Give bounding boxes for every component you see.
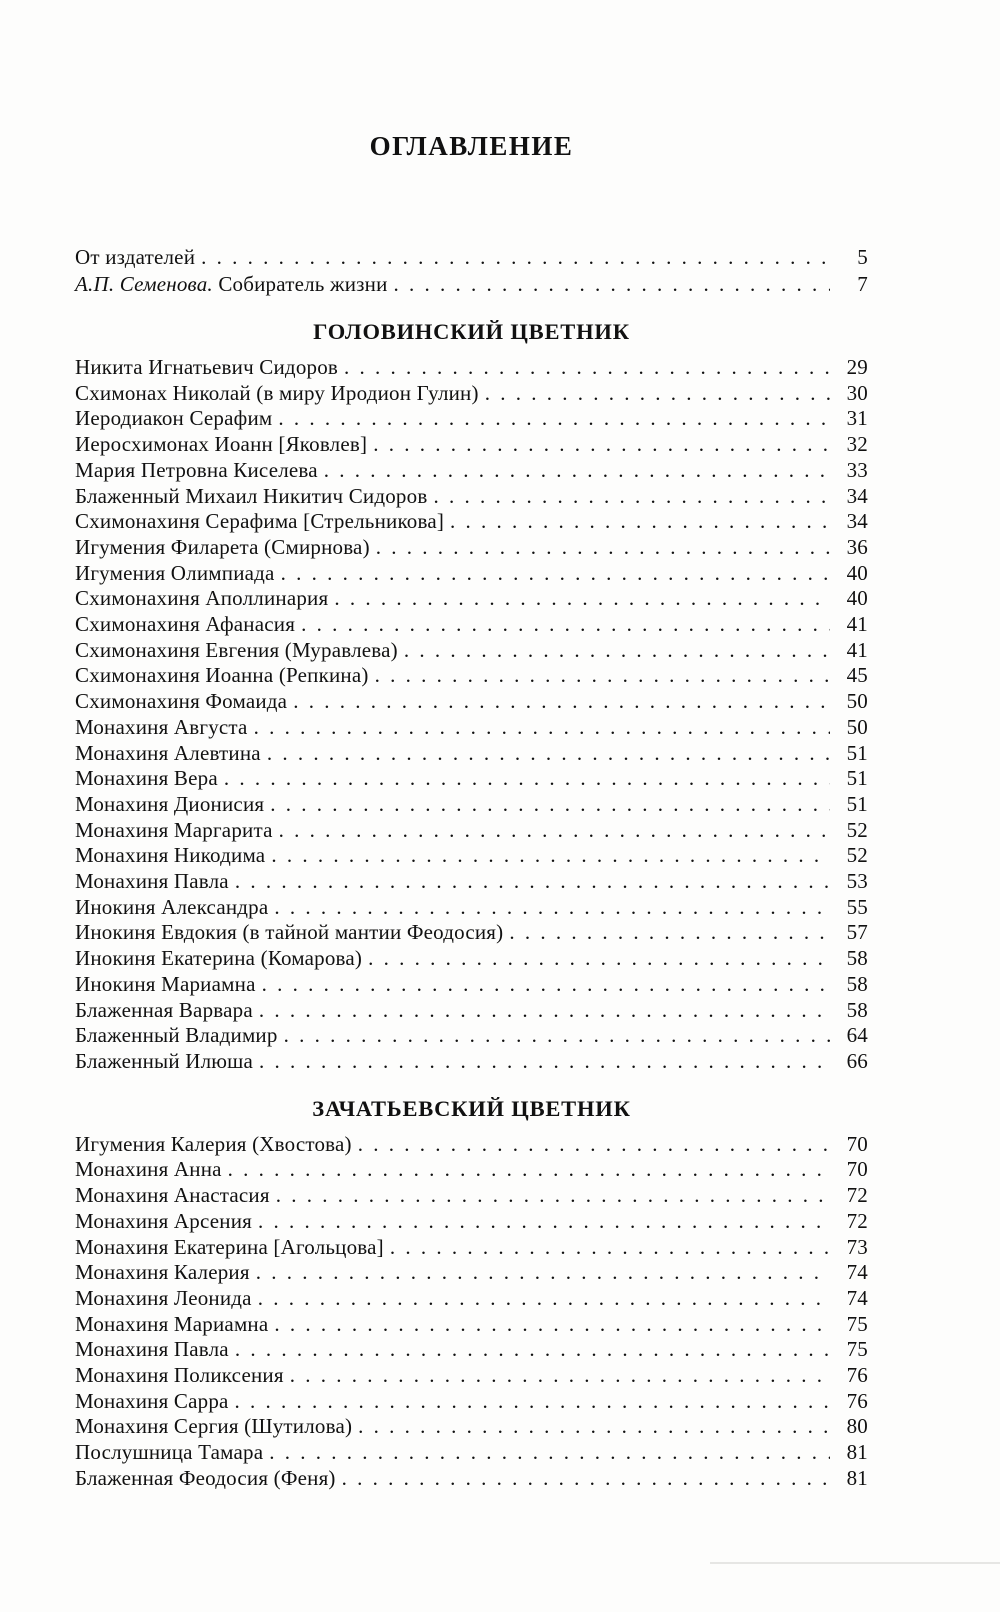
- toc-entry: [75, 406, 868, 432]
- page-number: 80: [846, 1414, 868, 1439]
- section-heading: ЗАЧАТЬЕВСКИЙ ЦВЕТНИК: [312, 1095, 631, 1121]
- page-number: 58: [846, 997, 868, 1022]
- page-number: 51: [846, 791, 868, 816]
- entry-title: Блаженная Варвара: [75, 997, 253, 1022]
- page-number: 36: [846, 534, 868, 559]
- dot-leader: [258, 1286, 830, 1312]
- toc-entry: [75, 271, 868, 298]
- entry-title: Монахиня Дионисия: [75, 791, 265, 816]
- dot-leader: [235, 869, 830, 895]
- toc-entry: [75, 869, 868, 895]
- dot-leader: [450, 509, 830, 535]
- page-number: 50: [846, 714, 868, 739]
- front-matter-entries: [75, 244, 868, 298]
- toc-entry: [75, 612, 868, 638]
- page-number: 53: [846, 869, 868, 894]
- toc-entry: [75, 638, 868, 664]
- dot-leader: [284, 1023, 830, 1049]
- dot-leader: [276, 1183, 830, 1209]
- toc-entry: [75, 1337, 868, 1363]
- entry-title: Монахиня Сарра: [75, 1388, 229, 1413]
- page-number: 58: [846, 971, 868, 996]
- page-number: 70: [846, 1131, 868, 1156]
- dot-leader: [390, 1235, 830, 1261]
- dot-leader: [290, 1363, 830, 1389]
- entry-title: Монахиня Августа: [75, 714, 248, 739]
- entry-title: Схимонахиня Афанасия: [75, 612, 296, 637]
- toc-entry: [75, 895, 868, 921]
- dot-leader: [404, 638, 830, 664]
- toc-entry: [75, 1466, 868, 1492]
- toc-entry: [75, 1286, 868, 1312]
- dot-leader: [485, 381, 830, 407]
- entry-title: Схимонахиня Евгения (Муравлева): [75, 637, 398, 662]
- entry-title: От издателей: [75, 245, 196, 269]
- page-number: 55: [846, 894, 868, 919]
- dot-leader: [433, 484, 830, 510]
- page-number: 31: [846, 406, 868, 431]
- entry-title: Схимонах Николай (в миру Иродион Гулин): [75, 380, 479, 405]
- page-number: 52: [846, 843, 868, 868]
- page-number: 34: [846, 483, 868, 508]
- dot-leader: [267, 741, 830, 767]
- page-number: 75: [846, 1311, 868, 1336]
- page-number: 52: [846, 817, 868, 842]
- dot-leader: [228, 1157, 830, 1183]
- page-number: 64: [846, 1023, 868, 1048]
- dot-leader: [201, 244, 830, 271]
- entry-title: Схимонахиня Фомаида: [75, 689, 288, 714]
- entry-title: Инокиня Евдокия (в тайной мантии Феодосия): [75, 920, 504, 945]
- entry-title: Монахиня Екатерина [Агольцова]: [75, 1234, 384, 1259]
- page-number: 72: [846, 1208, 868, 1233]
- page-number: 30: [846, 380, 868, 405]
- entry-title: Инокиня Мариамна: [75, 971, 256, 996]
- toc-entry: [75, 689, 868, 715]
- entry-title: Монахиня Арсения: [75, 1208, 252, 1233]
- page-number: 40: [846, 586, 868, 611]
- toc-entry: [75, 741, 868, 767]
- page-number: 7: [857, 272, 868, 296]
- dot-leader: [301, 612, 830, 638]
- entry-title: Монахиня Анастасия: [75, 1183, 270, 1208]
- toc-entry: [75, 586, 868, 612]
- toc-entry: [75, 1440, 868, 1466]
- dot-leader: [509, 920, 830, 946]
- page-number: 74: [846, 1260, 868, 1285]
- toc-entry: [75, 946, 868, 972]
- entry-title: Мария Петровна Киселева: [75, 457, 318, 482]
- toc-entry: [75, 972, 868, 998]
- dot-leader: [358, 1414, 830, 1440]
- dot-leader: [375, 663, 830, 689]
- dot-leader: [270, 792, 830, 818]
- toc-sections: [75, 318, 868, 1492]
- dot-leader: [274, 1312, 830, 1338]
- toc-entry: [75, 458, 868, 484]
- dot-leader: [235, 1337, 830, 1363]
- dot-leader: [259, 998, 830, 1024]
- dot-leader: [274, 895, 830, 921]
- entry-title: Схимонахиня Серафима [Стрельникова]: [75, 509, 445, 534]
- entry-title: Блаженная Феодосия (Феня): [75, 1465, 336, 1490]
- page-number: 51: [846, 766, 868, 791]
- toc-entry: [75, 663, 868, 689]
- entry-title: Инокиня Екатерина (Комарова): [75, 946, 363, 971]
- page-number: 81: [846, 1440, 868, 1465]
- entry-title: Монахиня Павла: [75, 1337, 229, 1362]
- entry-title: Монахиня Никодима: [75, 843, 266, 868]
- dot-leader: [256, 1260, 830, 1286]
- entry-title: Иеросхимонах Иоанн [Яковлев]: [75, 432, 368, 457]
- page-number: 75: [846, 1337, 868, 1362]
- entry-title: А.П. Семенова. Собиратель жизни: [75, 272, 388, 296]
- dot-leader: [258, 1209, 830, 1235]
- toc-entry: [75, 1260, 868, 1286]
- page-number: 41: [846, 637, 868, 662]
- entry-title: Монахиня Вера: [75, 766, 218, 791]
- dot-leader: [342, 1466, 830, 1492]
- entry-title: Инокиня Александра: [75, 894, 269, 919]
- page-number: 5: [857, 245, 868, 269]
- page-number: 41: [846, 612, 868, 637]
- toc-entry: [75, 244, 868, 271]
- dot-leader: [368, 946, 830, 972]
- dot-leader: [254, 715, 830, 741]
- toc-entry: [75, 1209, 868, 1235]
- entry-title: Блаженный Владимир: [75, 1023, 278, 1048]
- dot-leader: [262, 972, 830, 998]
- toc-entry: [75, 792, 868, 818]
- dot-leader: [358, 1132, 830, 1158]
- dot-leader: [279, 818, 830, 844]
- entry-title: Монахиня Сергия (Шутилова): [75, 1414, 353, 1439]
- dot-leader: [344, 355, 830, 381]
- toc-entry: [75, 1414, 868, 1440]
- page-number: 57: [846, 920, 868, 945]
- entry-title: Монахиня Мариамна: [75, 1311, 269, 1336]
- page-number: 29: [846, 355, 868, 379]
- toc-entry: [75, 1049, 868, 1075]
- page-number: 33: [846, 457, 868, 482]
- dot-leader: [278, 406, 830, 432]
- toc-entry: [75, 818, 868, 844]
- page-number: 45: [846, 663, 868, 688]
- toc-entry: [75, 535, 868, 561]
- toc-entry: [75, 1132, 868, 1158]
- page-number: 76: [846, 1388, 868, 1413]
- dot-leader: [334, 586, 830, 612]
- page-number: 51: [846, 740, 868, 765]
- dot-leader: [281, 561, 830, 587]
- page-number: 74: [846, 1285, 868, 1310]
- page-number: 76: [846, 1363, 868, 1388]
- toc-title: ОГЛАВЛЕНИЕ: [369, 131, 574, 161]
- toc-entry: [75, 355, 868, 381]
- toc-entry: [75, 1363, 868, 1389]
- toc-entry: [75, 715, 868, 741]
- toc-entry: [75, 843, 868, 869]
- page-number: 81: [846, 1465, 868, 1490]
- page-number: 32: [846, 432, 868, 457]
- toc-entry: [75, 509, 868, 535]
- dot-leader: [269, 1440, 830, 1466]
- dot-leader: [224, 766, 830, 792]
- toc-entry: [75, 1183, 868, 1209]
- dot-leader: [271, 843, 830, 869]
- page-number: 40: [846, 560, 868, 585]
- dot-leader: [235, 1389, 830, 1415]
- toc-entry: [75, 1389, 868, 1415]
- dot-leader: [394, 271, 830, 298]
- toc-entry: [75, 1023, 868, 1049]
- page-number: 70: [846, 1157, 868, 1182]
- dot-leader: [293, 689, 830, 715]
- page-number: 72: [846, 1183, 868, 1208]
- section-heading: ГОЛОВИНСКИЙ ЦВЕТНИК: [313, 319, 630, 344]
- entry-title: Послушница Тамара: [75, 1440, 264, 1465]
- entry-title: Схимонахиня Аполлинария: [75, 586, 329, 611]
- entry-title: Блаженный Михаил Никитич Сидоров: [75, 483, 428, 508]
- dot-leader: [376, 535, 830, 561]
- toc-entry: [75, 998, 868, 1024]
- entry-title: Схимонахиня Иоанна (Репкина): [75, 663, 369, 688]
- page-number: 50: [846, 689, 868, 714]
- entry-title: Игумения Калерия (Хвостова): [75, 1131, 352, 1156]
- entry-title: Игумения Филарета (Смирнова): [75, 534, 370, 559]
- page-number: 73: [846, 1234, 868, 1259]
- scan-artifact: [710, 1562, 1000, 1564]
- toc-entry: [75, 1312, 868, 1338]
- dot-leader: [324, 458, 830, 484]
- entry-title: Монахиня Павла: [75, 869, 229, 894]
- entry-title: Монахиня Поликсения: [75, 1363, 284, 1388]
- toc-entry: [75, 484, 868, 510]
- toc-entry: [75, 432, 868, 458]
- entry-title: Монахиня Маргарита: [75, 817, 273, 842]
- toc-entry: [75, 561, 868, 587]
- page-number: 34: [846, 509, 868, 534]
- page-number: 58: [846, 946, 868, 971]
- entry-title: Блаженный Илюша: [75, 1048, 254, 1073]
- toc-entry: [75, 1235, 868, 1261]
- dot-leader: [259, 1049, 830, 1075]
- entry-title: Иеродиакон Серафим: [75, 406, 273, 431]
- toc-entry: [75, 1157, 868, 1183]
- dot-leader: [373, 432, 830, 458]
- entry-title: Монахиня Анна: [75, 1157, 222, 1182]
- toc-entry: [75, 381, 868, 407]
- entry-title: Монахиня Алевтина: [75, 740, 261, 765]
- entry-title: Игумения Олимпиада: [75, 560, 275, 585]
- page-number: 66: [846, 1048, 868, 1073]
- toc-entry: [75, 766, 868, 792]
- entry-title: Монахиня Калерия: [75, 1260, 250, 1285]
- entry-title: Никита Игнатьевич Сидоров: [75, 355, 339, 379]
- toc-entry: [75, 920, 868, 946]
- entry-title: Монахиня Леонида: [75, 1285, 252, 1310]
- entry-author-italic: А.П. Семенова.: [75, 272, 219, 296]
